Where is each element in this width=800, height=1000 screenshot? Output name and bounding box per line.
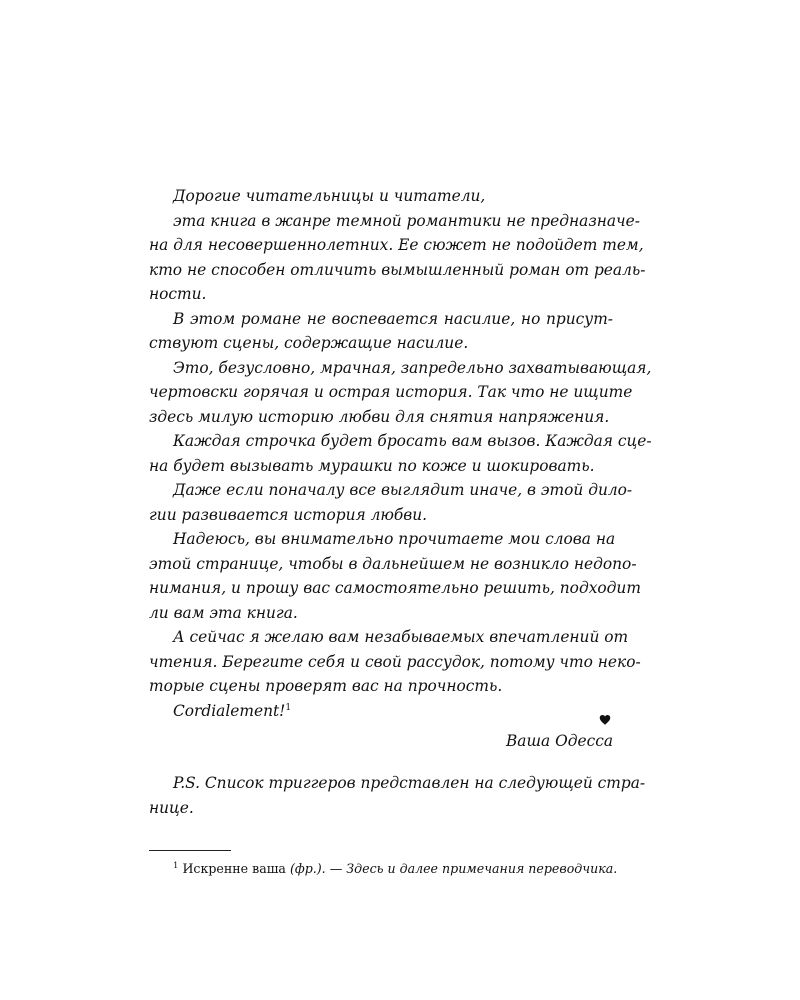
- text-line: на для несовершеннолетних. Ее сюжет не подойдет тем,: [149, 236, 644, 254]
- footnote-ref: 1: [285, 702, 292, 713]
- footnote-divider: [149, 850, 231, 851]
- text-line: кто не способен отличить вымышленный роман от реаль-: [149, 260, 646, 279]
- text-line: здесь милую историю любви для снятия напряжения.: [149, 407, 610, 426]
- text-line: ли вам эта книга.: [149, 603, 298, 622]
- closing-greeting: [149, 699, 613, 723]
- footnote-number: 1: [173, 860, 179, 871]
- text-line: ствуют сцены, содержащие насилие.: [149, 334, 469, 352]
- footnote: [173, 859, 618, 879]
- heart-icon: [599, 714, 611, 726]
- text-line: чтения. Берегите себя и свой рассудок, потому что неко-: [149, 652, 641, 671]
- text-line: Каждая строчка будет бросать вам вызов. Каждая сце-: [173, 432, 652, 450]
- text-line: А сейчас я желаю вам незабываемых впечатлений от: [173, 628, 629, 646]
- footnote-note: (фр.). — Здесь и далее примечания переводчика.: [289, 861, 618, 876]
- text-line: чертовски горячая и острая история. Так что не ищите: [149, 383, 633, 401]
- text-line: В этом романе не воспевается насилие, но присут-: [173, 309, 613, 328]
- footnote-text: Искренне ваша: [182, 861, 286, 876]
- ps-line: P.S. Список триггеров представлен на следующей стра-: [173, 774, 646, 792]
- text-line: эта книга в жанре темной романтики не предназначе-: [173, 211, 640, 230]
- text-line: Дорогие читательницы и читатели,: [173, 187, 486, 205]
- text-line: торые сцены проверят вас на прочность.: [149, 677, 503, 695]
- text-line: Даже если поначалу все выглядит иначе, в этой дило-: [173, 481, 633, 499]
- text-line: Это, безусловно, мрачная, запредельно захватывающая,: [173, 358, 652, 377]
- ps-line: нице.: [149, 798, 194, 817]
- text-line: на будет вызывать мурашки по коже и шокировать.: [149, 456, 595, 475]
- text-line: ности.: [149, 285, 207, 303]
- greeting-text: Cordialement!: [173, 701, 286, 720]
- text-line: гии развивается история любви.: [149, 505, 428, 524]
- text-line: Надеюсь, вы внимательно прочитаете мои слова на: [173, 530, 616, 548]
- signature: Ваша Одесса: [505, 732, 613, 750]
- text-line: нимания, и прошу вас самостоятельно решить, подходит: [149, 579, 641, 597]
- text-line: этой странице, чтобы в дальнейшем не возникло недопо-: [149, 554, 637, 573]
